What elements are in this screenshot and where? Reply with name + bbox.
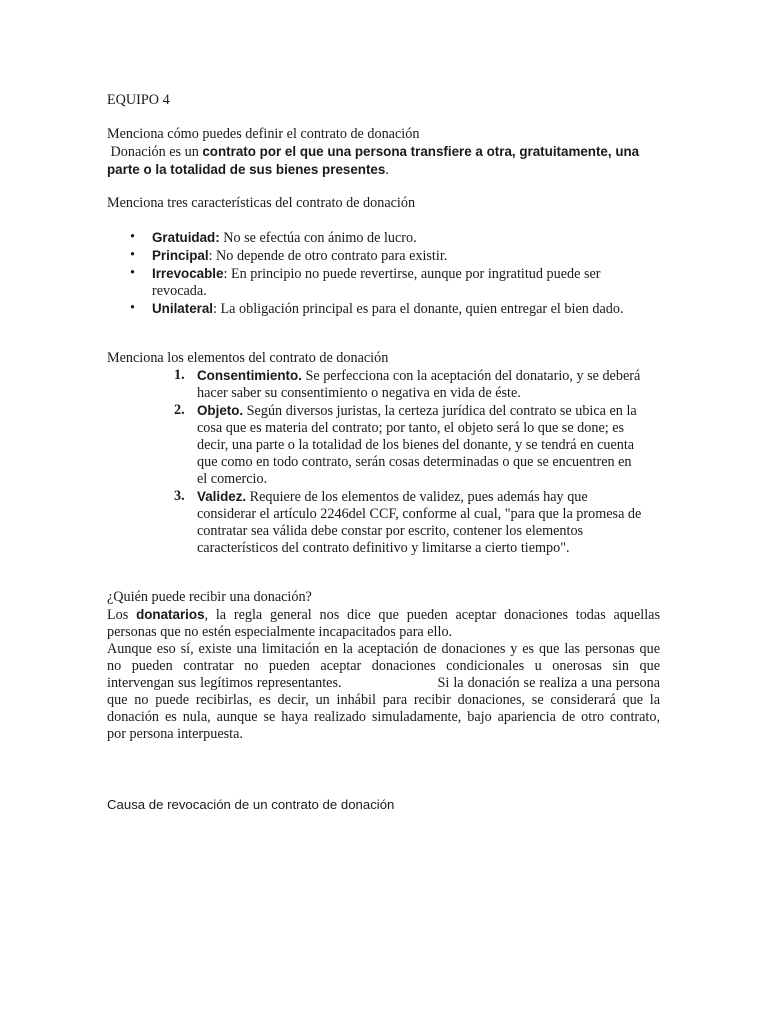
- paragraph-text: Si la donación se realiza a una persona: [437, 675, 660, 691]
- list-item: [107, 300, 660, 318]
- answer-definition-suffix: .: [385, 162, 389, 178]
- paragraph-line: donación es nula, aunque se haya realizado simuladamente, bajo apariencia de otro contrato,: [107, 709, 660, 725]
- list-item: [107, 488, 660, 557]
- element-line: el comercio.: [197, 471, 268, 487]
- element-line: decir, una parte o la totalidad de los bienes del donante, y se tendrá en cuenta: [197, 437, 635, 453]
- question-characteristics: Menciona tres características del contrato de donación: [107, 195, 416, 211]
- answer-definition-bold-1: contrato por el que una persona transfiere a otra, gratuitamente, una: [202, 144, 640, 159]
- question-revocation: Causa de revocación de un contrato de donación: [107, 797, 395, 812]
- element-line: considerar el artículo 2246del CCF, conforme al cual, "para que la promesa de: [197, 506, 642, 522]
- characteristic-term: Irrevocable: [152, 266, 224, 281]
- element-line: que como en todo contrato, serán cosas determinadas o que se encuentren en: [197, 454, 632, 470]
- characteristic-term: Gratuidad:: [152, 230, 220, 245]
- paragraph-line: Aunque eso sí, existe una limitación en la aceptación de donaciones y es que las personas que: [107, 641, 660, 657]
- paragraph-text: , la regla general nos dice que pueden aceptar donaciones todas aquellas: [204, 607, 660, 623]
- answer-definition-prefix: Donación es un: [107, 144, 203, 160]
- element-term: Consentimiento.: [197, 368, 302, 383]
- element-term: Validez.: [197, 489, 247, 504]
- list-item: [107, 247, 660, 265]
- bullet-icon: •: [130, 265, 135, 281]
- element-line: cosa que es materia del contrato; por tanto, el objeto será lo que se done; es: [197, 420, 625, 436]
- item-number: 2.: [174, 402, 185, 418]
- item-number: 1.: [174, 367, 185, 383]
- question-elements: Menciona los elementos del contrato de donación: [107, 350, 389, 366]
- item-number: 3.: [174, 488, 185, 504]
- list-item: [107, 402, 660, 488]
- answer-definition-bold-2: parte o la totalidad de sus bienes presentes: [107, 162, 386, 177]
- question-definition: Menciona cómo puedes definir el contrato de donación: [107, 126, 420, 142]
- element-line: contratar sea válida debe constar por escrito, contener los elementos: [197, 523, 584, 539]
- element-line: característicos del contrato definitivo y limitarse a cierto tiempo".: [197, 540, 570, 556]
- characteristic-text: No se efectúa con ánimo de lucro.: [219, 230, 417, 246]
- question-recipients: ¿Quién puede recibir una donación?: [107, 589, 312, 605]
- bullet-icon: •: [130, 300, 135, 316]
- characteristic-term: Principal: [152, 248, 209, 263]
- element-line: Se perfecciona con la aceptación del donatario, y se deberá: [301, 368, 641, 384]
- list-item: [107, 367, 660, 402]
- bullet-icon: •: [130, 229, 135, 245]
- element-line: Según diversos juristas, la certeza jurídica del contrato se ubica en la: [243, 403, 637, 419]
- paragraph-line: que no puede recibirlas, es decir, un inhábil para recibir donaciones, se considerará que la: [107, 692, 660, 708]
- list-item: [107, 265, 660, 300]
- paragraph-line: [107, 606, 660, 624]
- characteristic-text: : La obligación principal es para el donante, quien entregar el bien dado.: [213, 301, 624, 317]
- paragraph-line: no pueden contratar no pueden aceptar donaciones condicionales u onerosas sin que: [107, 658, 660, 674]
- team-heading: EQUIPO 4: [107, 92, 170, 108]
- bullet-icon: •: [130, 247, 135, 263]
- paragraph-line: por persona interpuesta.: [107, 726, 243, 742]
- characteristics-list: [107, 229, 660, 318]
- characteristic-text: : En principio no puede revertirse, aunque por ingratitud puede ser: [223, 266, 601, 282]
- paragraph-line: personas que no estén especialmente incapacitados para ello.: [107, 624, 453, 640]
- donatarios-term: donatarios: [136, 607, 205, 622]
- element-line: Requiere de los elementos de validez, pues además hay que: [246, 489, 588, 505]
- paragraph-text: intervengan sus legítimos representantes.: [107, 675, 342, 691]
- element-term: Objeto.: [197, 403, 244, 418]
- characteristic-text-cont: revocada.: [152, 283, 207, 299]
- list-item: [107, 229, 660, 247]
- elements-list: [107, 367, 660, 557]
- recipients-paragraph: [107, 606, 660, 743]
- answer-definition: [107, 143, 660, 179]
- paragraph-line: [107, 675, 660, 692]
- element-line: hacer saber su consentimiento o negativa en vida de éste.: [197, 385, 521, 401]
- characteristic-term: Unilateral: [152, 301, 214, 316]
- characteristic-text: : No depende de otro contrato para existir.: [208, 248, 448, 264]
- paragraph-prefix: Los: [107, 607, 137, 623]
